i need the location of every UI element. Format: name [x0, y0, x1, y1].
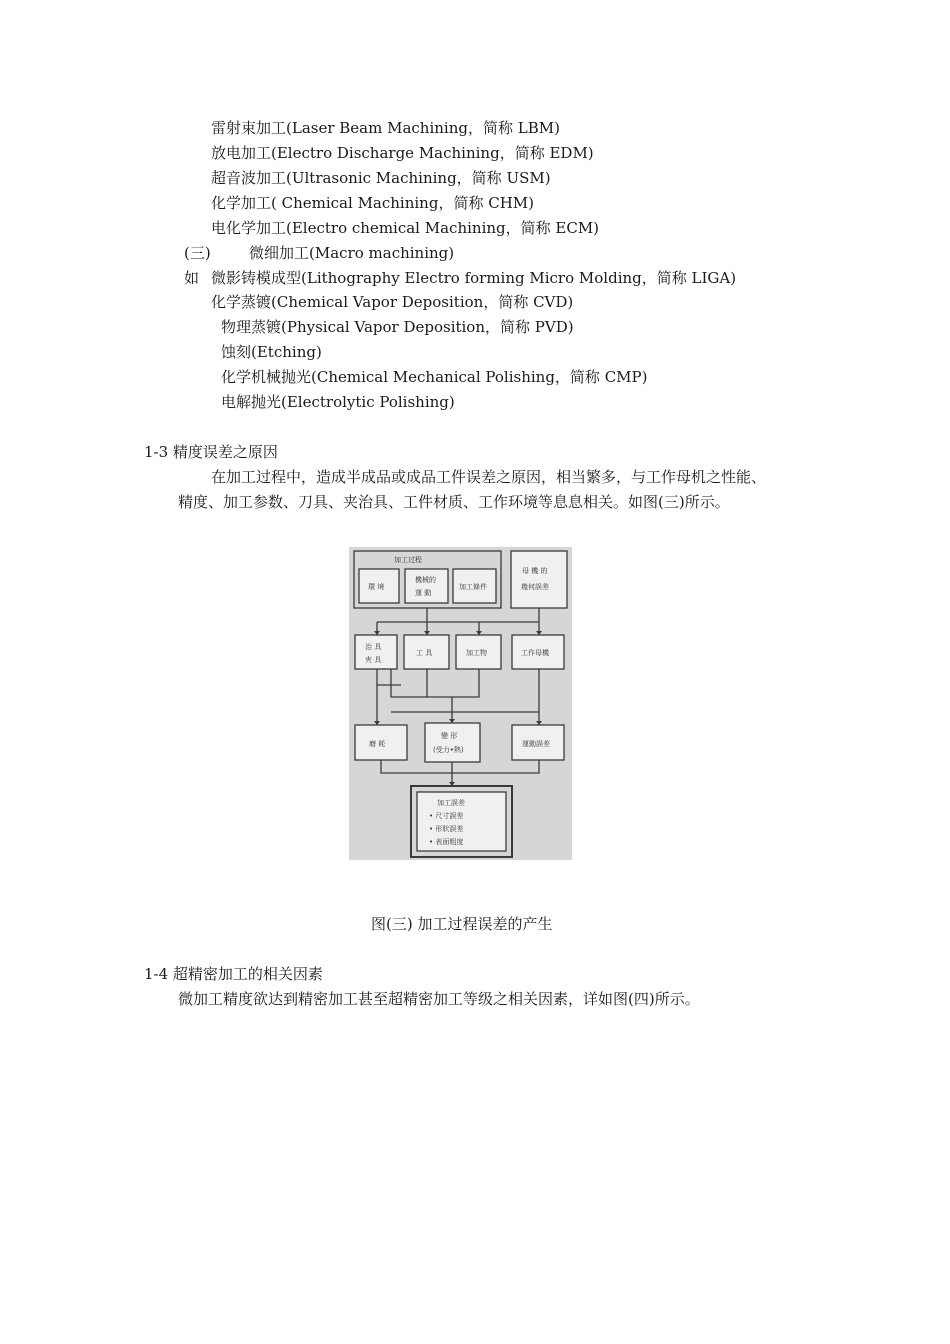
deform-label-2: (受力•熱) — [433, 746, 464, 754]
workpiece-label: 加工物 — [466, 649, 487, 657]
paragraph-line: 微加工精度欲达到精密加工甚至超精密加工等级之相关因素，详如图(四)所示。 — [178, 990, 700, 1008]
list-item: 物理蒸镀(Physical Vapor Deposition，简称 PVD) — [221, 318, 574, 336]
micro-number: (三) — [184, 244, 211, 262]
list-item: 放电加工(Electro Discharge Machining，简称 EDM) — [211, 144, 594, 162]
wear-label: 磨 耗 — [369, 740, 386, 748]
result-title: 加工誤差 — [437, 799, 465, 807]
list-item: 化学机械抛光(Chemical Mechanical Polishing，简称 CMP) — [221, 368, 648, 386]
machine-label-2: 運 動 — [415, 589, 432, 597]
deform-box — [425, 723, 480, 762]
env-label: 環 境 — [368, 583, 385, 591]
machine-motion-box — [405, 569, 448, 603]
list-item: 电解抛光(Electrolytic Polishing) — [221, 393, 455, 411]
micro-title: 微细加工(Macro machining) — [249, 244, 455, 262]
geometric-error-box — [511, 551, 567, 608]
result-item: • 表面粗度 — [429, 838, 464, 846]
process-error-figure — [349, 547, 572, 860]
flow-diagram — [349, 547, 572, 860]
motion-error-label: 運動誤差 — [522, 740, 550, 748]
section-heading: 1-4 超精密加工的相关因素 — [144, 965, 323, 983]
tool-label: 工 具 — [416, 649, 433, 657]
list-item: 化学加工( Chemical Machining，简称 CHM) — [211, 194, 534, 212]
fixture-label-2: 夾 具 — [365, 656, 382, 664]
micro-example-label: 如 — [184, 269, 200, 287]
result-item: • 尺寸誤差 — [429, 812, 464, 820]
process-title: 加工过程 — [394, 556, 422, 564]
paragraph-line: 精度、加工参数、刀具、夹治具、工件材质、工作环境等息息相关。如图(三)所示。 — [178, 493, 730, 511]
params-label: 加工條件 — [459, 583, 487, 591]
list-item: 雷射束加工(Laser Beam Machining，简称 LBM) — [211, 119, 560, 137]
paragraph-line: 在加工过程中，造成半成品或成品工件误差之原因，相当繁多，与工作母机之性能、 — [211, 468, 767, 486]
mother-machine-label: 工作母機 — [521, 649, 549, 657]
figure-caption: 图(三) 加工过程误差的产生 — [371, 915, 553, 933]
geo-error-label-2: 幾何誤差 — [521, 583, 549, 591]
machine-label-1: 機械的 — [415, 576, 436, 584]
list-item: 微影铸模成型(Lithography Electro forming Micro Molding，简称 LIGA) — [211, 269, 737, 287]
fixture-label-1: 治 具 — [365, 643, 382, 651]
section-heading: 1-3 精度误差之原因 — [144, 443, 278, 461]
result-item: • 形狀誤差 — [429, 825, 464, 833]
list-item: 电化学加工(Electro chemical Machining，简称 ECM) — [211, 219, 600, 237]
list-item: 超音波加工(Ultrasonic Machining，简称 USM) — [211, 169, 551, 187]
geo-error-label-1: 母 機 的 — [522, 567, 548, 575]
list-item: 化学蒸镀(Chemical Vapor Deposition，简称 CVD) — [211, 293, 574, 311]
list-item: 蚀刻(Etching) — [221, 343, 322, 361]
deform-label-1: 變 形 — [441, 732, 458, 740]
